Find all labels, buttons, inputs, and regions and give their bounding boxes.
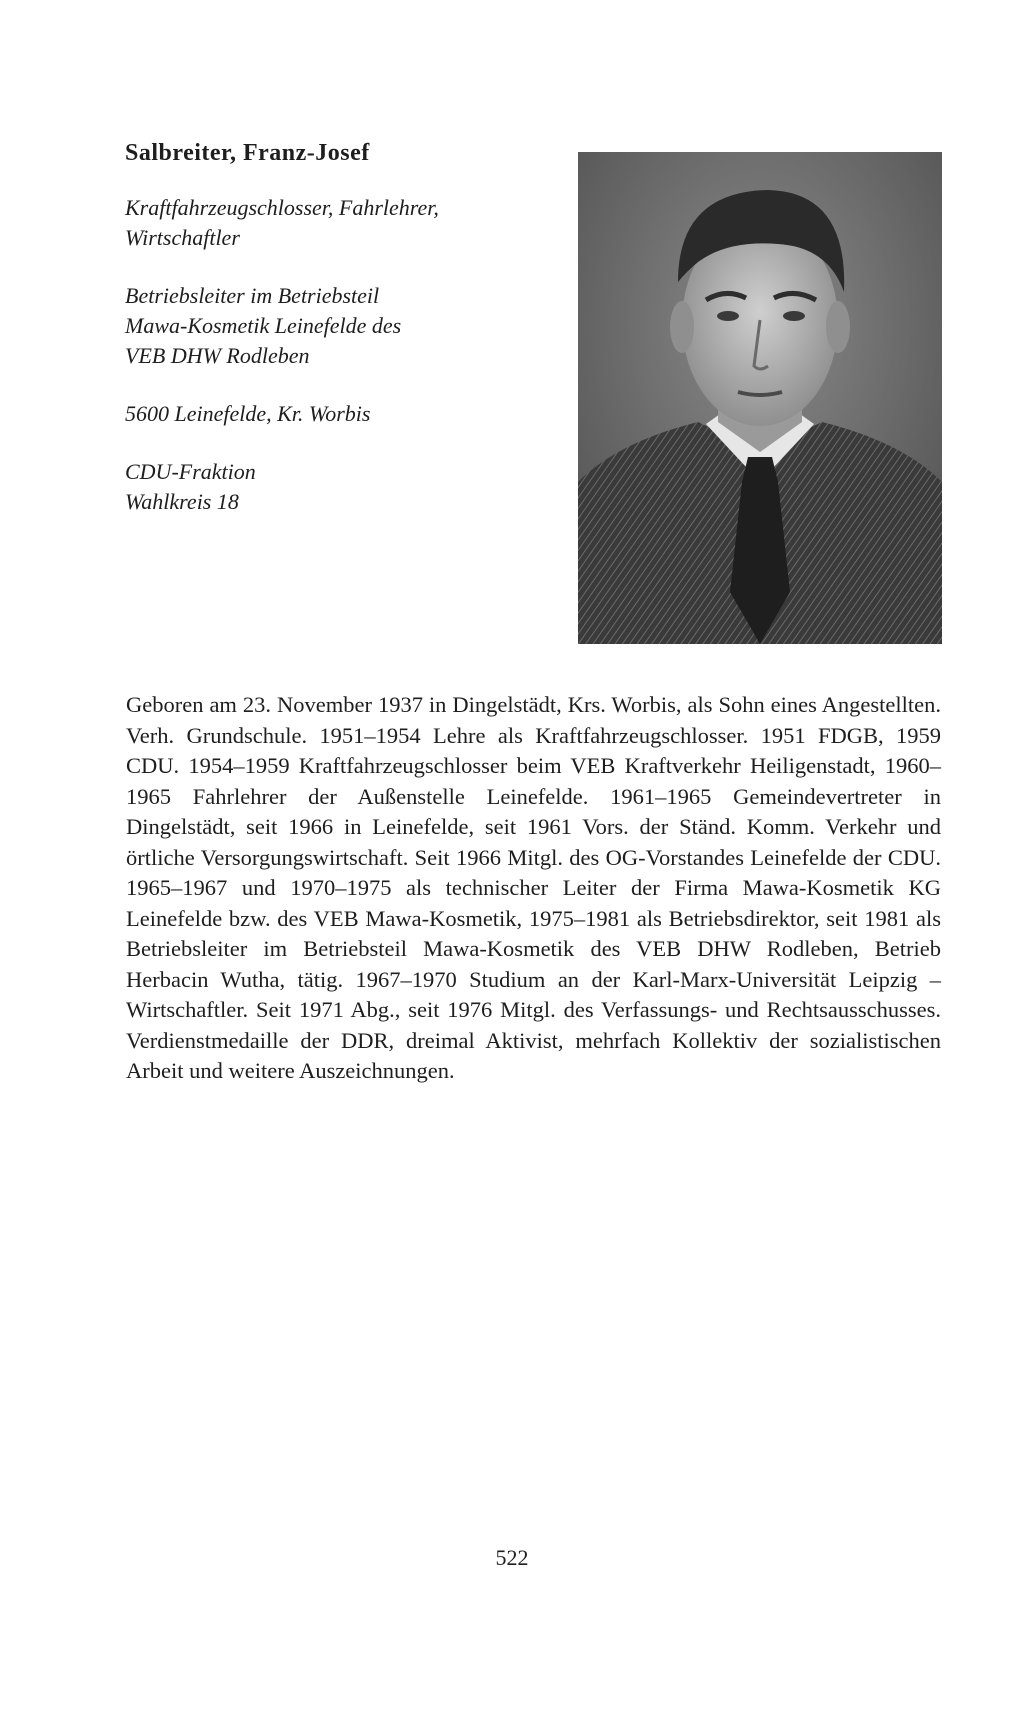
position-line: Mawa-Kosmetik Leinefelde des [125,313,402,338]
faction-block [125,457,565,517]
position-line: Betriebsleiter im Betriebsteil [125,283,380,308]
address: 5600 Leinefelde, Kr. Worbis [125,401,371,426]
entry-header [125,140,565,545]
page-number: 522 [495,1545,529,1570]
profession-line: Wirtschaftler [125,225,240,250]
constituency: Wahlkreis 18 [125,489,239,514]
profession [125,193,565,253]
person-name: Salbreiter, Franz-Josef [125,140,370,166]
position-line: VEB DHW Rodleben [125,343,310,368]
portrait-photo [578,152,942,644]
faction: CDU-Fraktion [125,459,256,484]
biography-text: Geboren am 23. November 1937 in Dingelstädt, Krs. Worbis, als Sohn eines Angestellten. Verh. Grundschule. 1951–1954 Lehre als Kraftfahrzeugschlosser. 1951 FDGB, 1959 CDU. 1954–1959 Kraftfahrzeugschlosser beim VEB Kraftverkehr Heiligenstadt, 1960–1965 Fahrlehrer der Außenstelle Leinefelde. 1961–1965 Gemeindevertreter in Dingelstädt, seit 1966 in Leinefelde, seit 1961 Vors. der Ständ. Komm. Verkehr und örtliche Versorgungswirtschaft. Seit 1966 Mitgl. des OG-Vorstandes Leinefelde der CDU. 1965–1967 und 1970–1975 als technischer Leiter der Firma Mawa-Kosmetik KG Leinefelde bzw. des VEB Mawa-Kosmetik, 1975–1981 als Betriebsdirektor, seit 1981 als Betriebsleiter im Betriebsteil Mawa-Kosmetik des VEB DHW Rodleben, Betrieb Herbacin Wutha, tätig. 1967–1970 Studium an der Karl-Marx-Universität Leipzig – Wirtschaftler. Seit 1971 Abg., seit 1976 Mitgl. des Verfassungs- und Rechtsausschusses. Verdienstmedaille der DDR, dreimal Aktivist, mehrfach Kollektiv der sozialistischen Arbeit und weitere Auszeichnungen. [126,692,941,1083]
profession-line: Kraftfahrzeugschlosser, Fahrlehrer, [125,195,439,220]
position [125,281,565,371]
